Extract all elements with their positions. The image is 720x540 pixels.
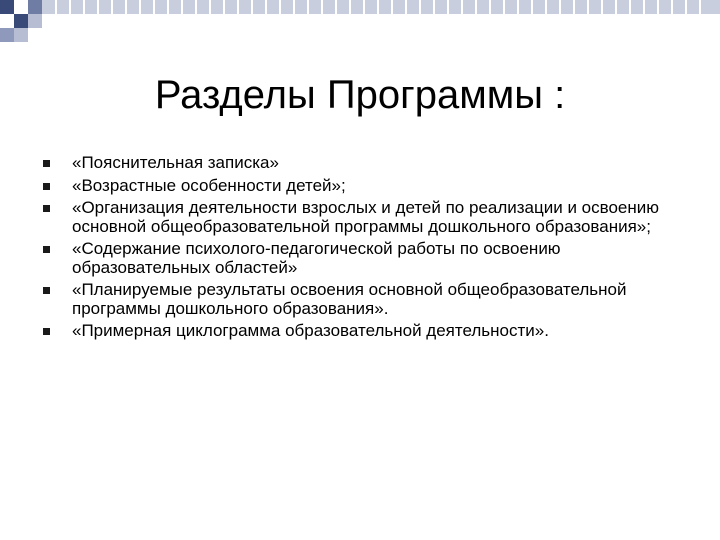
list-item-text: «Содержание психолого-педагогической работы по освоению образовательных областей»	[72, 239, 561, 277]
list-item-text: «Примерная циклограмма образовательной деятельности».	[72, 321, 549, 340]
square-bullet-icon	[43, 183, 50, 190]
list-item	[38, 322, 688, 341]
square-bullet-icon	[43, 287, 50, 294]
list-item	[38, 240, 688, 277]
list-item-text: «Планируемые результаты освоения основной общеобразовательной программы дошкольного образования».	[72, 280, 627, 318]
list-item-text: «Возрастные особенности детей»;	[72, 175, 346, 195]
list-item	[38, 199, 688, 236]
list-item	[38, 154, 688, 173]
square-bullet-icon	[43, 160, 50, 167]
square-bullet-icon	[43, 246, 50, 253]
list-item	[38, 177, 688, 196]
list-item-text: «Пояснительная записка»	[72, 153, 279, 172]
section-list	[38, 154, 688, 345]
header-decoration	[0, 0, 720, 48]
square-bullet-icon	[43, 328, 50, 335]
slide-title: Разделы Программы :	[154, 73, 566, 117]
list-item-text: «Организация деятельности взрослых и детей по реализации и освоению основной общеобразовательной программы дошкольного образования»;	[72, 198, 660, 236]
square-bullet-icon	[43, 205, 50, 212]
list-item	[38, 281, 688, 318]
